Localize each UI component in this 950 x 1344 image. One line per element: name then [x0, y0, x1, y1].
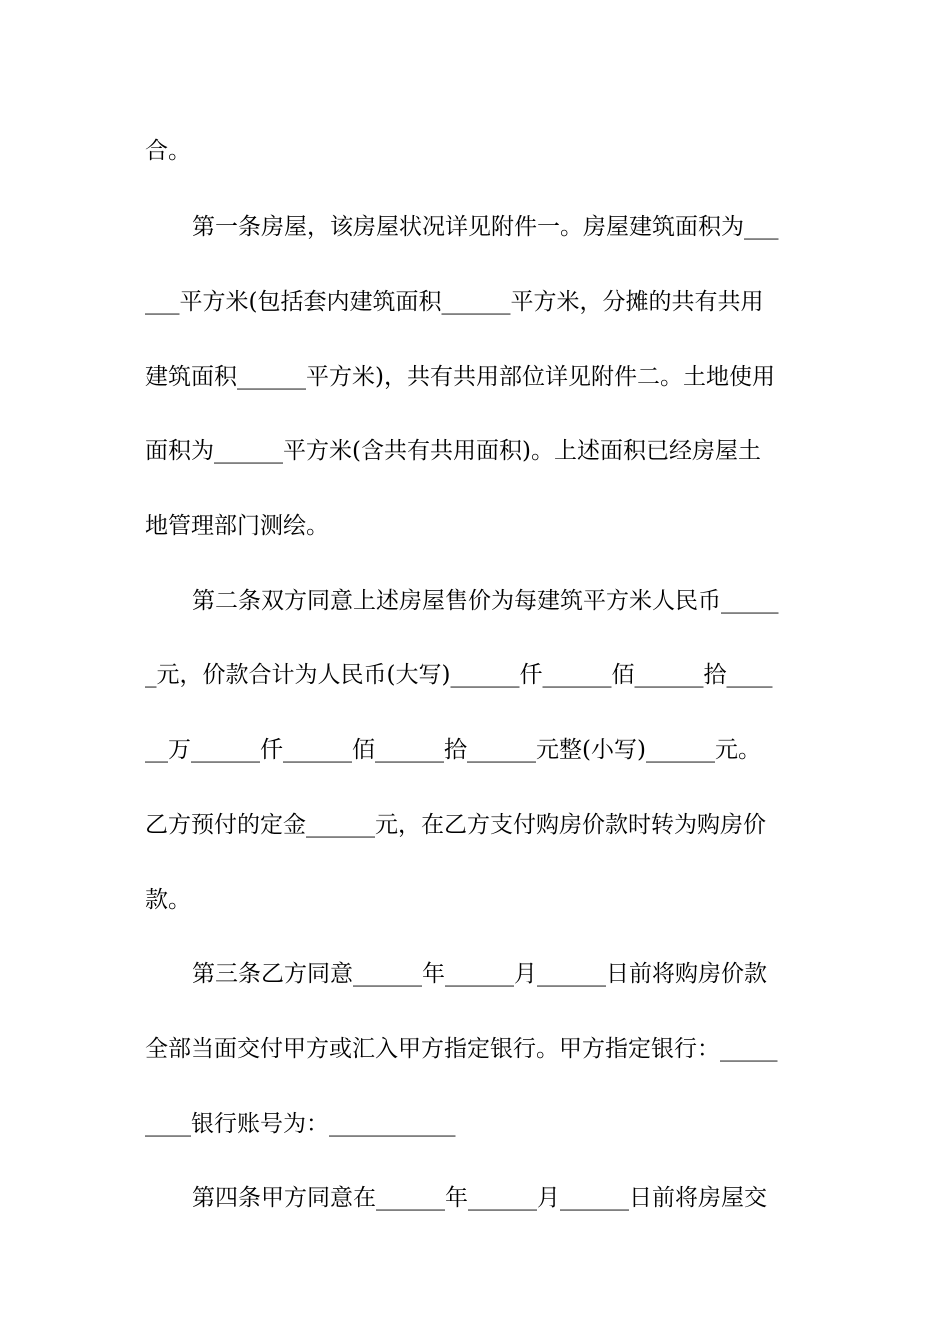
text-line-13: 全部当面交付甲方或汇入甲方指定银行。甲方指定银行：_____	[145, 1036, 778, 1062]
text-line-2: 第一条房屋，该房屋状况详见附件一。房屋建筑面积为___	[192, 214, 779, 240]
text-line-15: 第四条甲方同意在______年______月______日前将房屋交	[192, 1185, 767, 1211]
text-line-10: 乙方预付的定金______元，在乙方支付购房价款时转为购房价	[145, 812, 766, 838]
text-line-7: 第二条双方同意上述房屋售价为每建筑平方米人民币_____	[192, 588, 779, 614]
text-line-4: 建筑面积______平方米)，共有共用部位详见附件二。土地使用	[145, 364, 775, 390]
text-line-3: ___平方米(包括套内建筑面积______平方米，分摊的共有共用	[145, 289, 764, 315]
text-line-12: 第三条乙方同意______年______月______日前将购房价款	[192, 961, 767, 987]
text-line-6: 地管理部门测绘。	[145, 513, 329, 539]
text-line-8: _元，价款合计为人民币(大写)______仟______佰______拾____	[145, 662, 773, 688]
text-line-14: ____银行账号为：___________	[145, 1111, 456, 1137]
text-line-5: 面积为______平方米(含共有共用面积)。上述面积已经房屋土	[145, 438, 761, 464]
text-line-11: 款。	[145, 887, 191, 913]
text-line-9: __万______仟______佰______拾______元整(小写)______元。	[145, 737, 761, 763]
text-line-1: 合。	[145, 138, 191, 164]
